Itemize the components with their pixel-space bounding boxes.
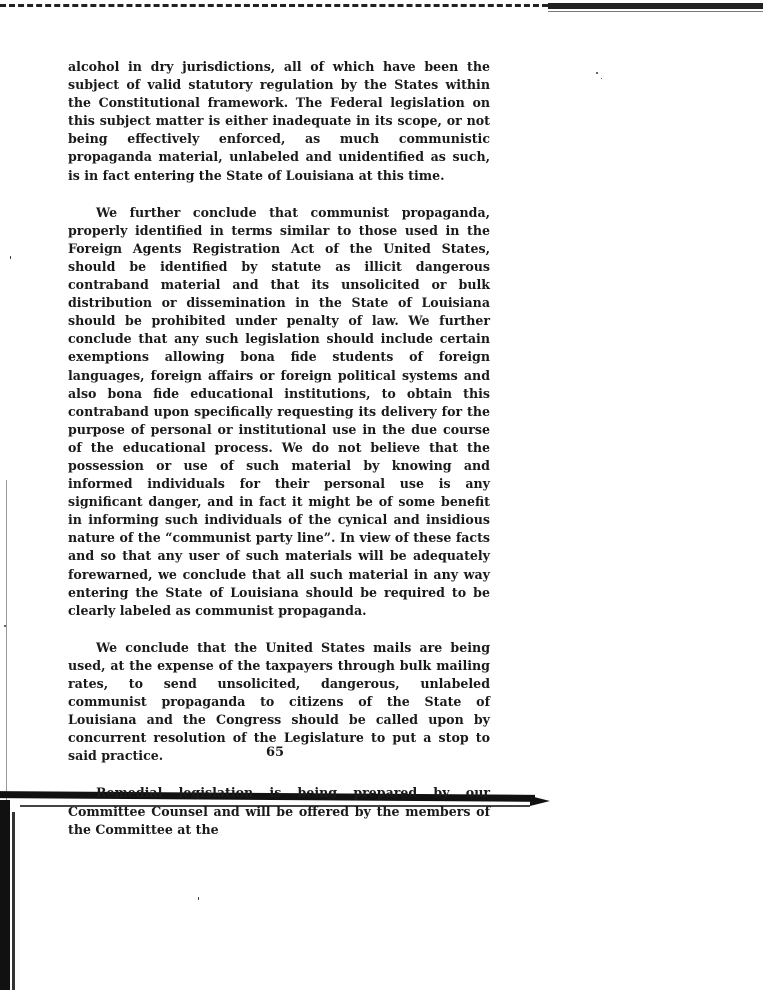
scan-speck	[601, 78, 602, 79]
scan-top-line	[548, 11, 763, 12]
document-body	[68, 58, 490, 839]
scan-left-edge-line	[6, 480, 7, 810]
scan-left-edge-stripe	[12, 812, 15, 990]
scan-speck	[198, 897, 199, 900]
page-number: 65	[265, 745, 285, 760]
paragraph-3: We conclude that the United States mails are being used, at the expense of the taxpayers through bulk mailing rates, to send unsolicited, dangerous, unlabeled communist propaganda to citizens of the State of Louisiana and the Congress should be called upon by concurrent resolution of the Legislature to put a stop to said practice.	[68, 639, 490, 764]
scan-speck	[10, 256, 11, 259]
scan-left-edge-block	[0, 800, 10, 990]
paragraph-2: We further conclude that communist propaganda, properly identified in terms similar to those used in the Foreign Agents Registration Act of the United States, should be identified by statute as illicit dangerous contraband material and that its unsolicited or bulk distribution or dissemination in the State of Louisiana should be prohibited under penalty of law. We further conclude that any such legislation should include certain exemptions allowing bona fide students of foreign languages, foreign affairs or foreign political systems and also bona fide educational institutions, to obtain this contraband upon specifically requesting its delivery for the purpose of personal or institutional use in the due course of the educational process. We do not believe that the possession or use of such material by knowing and informed individuals for their personal use is any significant danger, and in fact it might be of some benefit in informing such individuals of the cynical and insidious nature of the “communist party line”. In view of these facts and so that any user of such materials will be adequately forewarned, we conclude that all such material in any way entering the State of Louisiana should be required to be clearly labeled as communist propaganda.	[68, 204, 490, 618]
paragraph-1: alcohol in dry jurisdictions, all of which have been the subject of valid statutory regulation by the States within the Constitutional framework. The Federal legislation on this subject matter is either inadequate in its scope, or not being effectively enforced, as much communistic propaganda material, unlabeled and unidentified as such, is in fact entering the State of Louisiana at this time.	[68, 59, 490, 183]
paragraph-4: Remedial legislation is being prepared by our Committee Counsel and will be offered by the members of the Committee at the	[68, 785, 490, 837]
scan-speck	[596, 72, 598, 74]
scan-bottom-bar-tip	[530, 796, 550, 806]
scan-top-border	[0, 4, 548, 7]
scan-speck	[4, 625, 6, 627]
scan-top-bar	[548, 3, 763, 9]
